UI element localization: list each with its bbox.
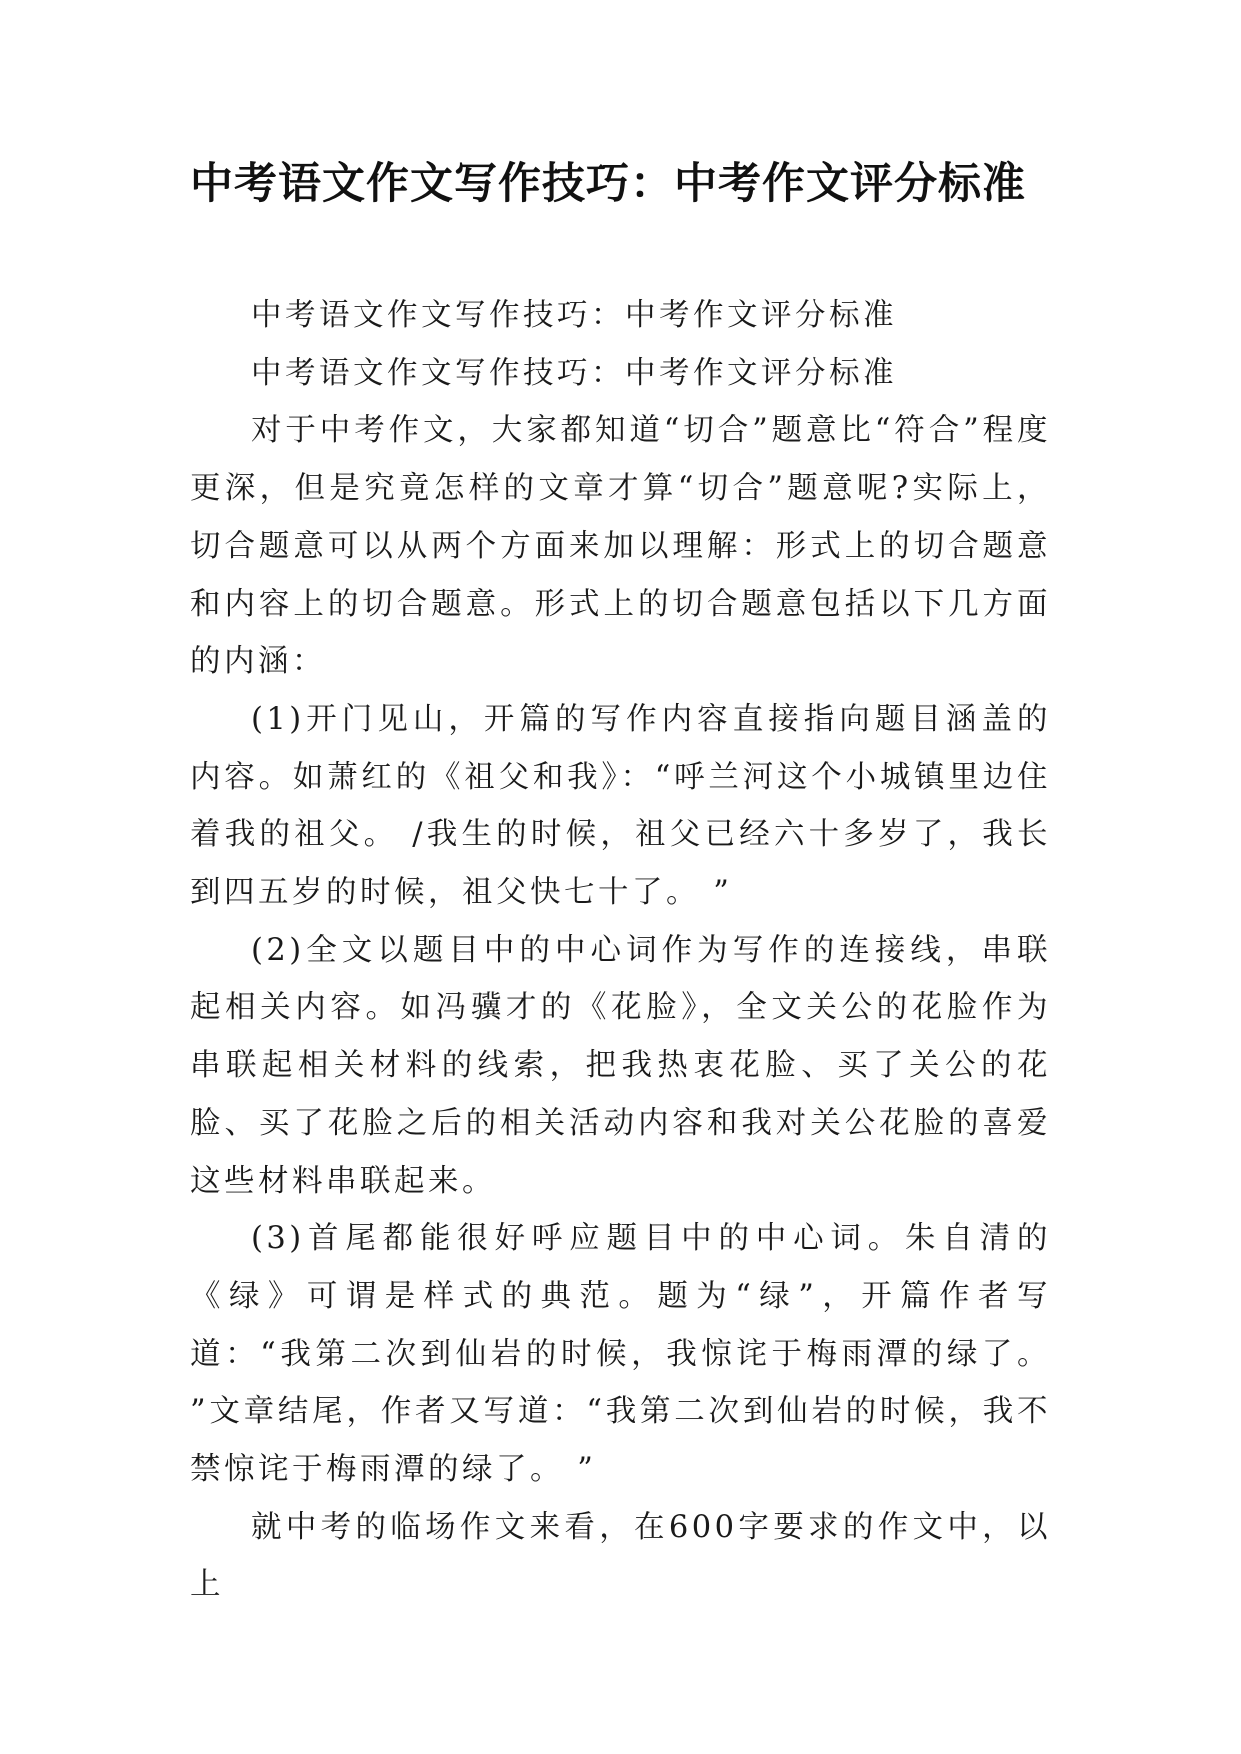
body-paragraph: 对于中考作文，大家都知道“切合”题意比“符合”程度更深，但是究竟怎样的文章才算“切合”题意呢?实际上，切合题意可以从两个方面来加以理解：形式上的切合题意和内容上的切合题意。形式上的切合题意包括以下几方面的内涵：: [190, 413, 1051, 680]
document-body: [190, 287, 1051, 1614]
body-paragraph: (1)开门见山，开篇的写作内容直接指向题目涵盖的内容。如萧红的《祖父和我》：“呼兰河这个小城镇里边住着我的祖父。 /我生的时候，祖父已经六十多岁了，我长到四五岁的时候，祖父快七十了。 ”: [190, 701, 1051, 911]
document-title: 中考语文作文写作技巧：中考作文评分标准: [190, 159, 1026, 209]
body-paragraph: 中考语文作文写作技巧：中考作文评分标准: [251, 298, 897, 333]
body-paragraph: (3)首尾都能很好呼应题目中的中心词。朱自清的《绿》可谓是样式的典范。题为“绿”，开篇作者写道：“我第二次到仙岩的时候，我惊诧于梅雨潭的绿了。 ”文章结尾，作者又写道：“我第二次到仙岩的时候，我不禁惊诧于梅雨潭的绿了。 ”: [190, 1221, 1051, 1488]
body-paragraph: (2)全文以题目中的中心词作为写作的连接线，串联起相关内容。如冯骥才的《花脸》，全文关公的花脸作为串联起相关材料的线索，把我热衷花脸、买了关公的花脸、买了花脸之后的相关活动内容和我对关公花脸的喜爱这些材料串联起来。: [190, 932, 1051, 1199]
body-paragraph: 中考语文作文写作技巧：中考作文评分标准: [251, 355, 897, 391]
body-paragraph: 就中考的临场作文来看，在600字要求的作文中，以上: [190, 1509, 1051, 1603]
